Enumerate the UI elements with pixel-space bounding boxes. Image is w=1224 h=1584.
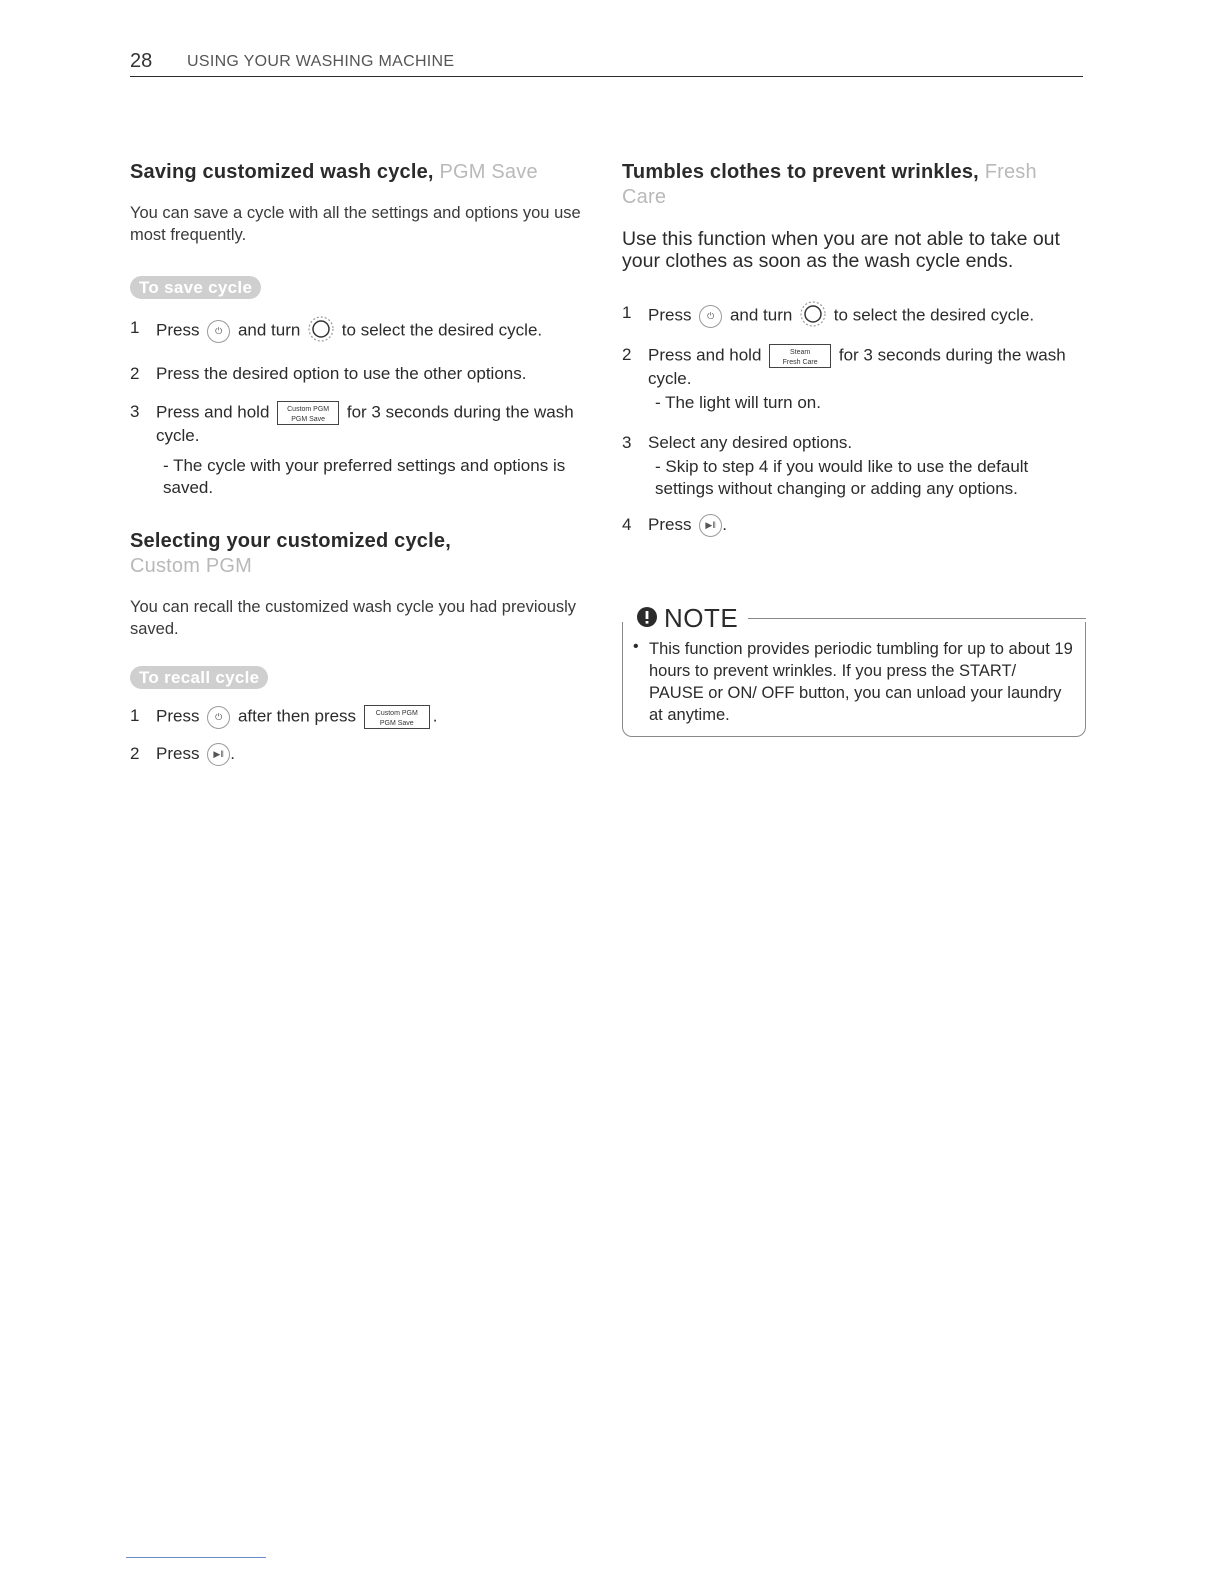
page-number: 28 <box>130 50 153 72</box>
start-pause-icon: ▶‖ <box>699 514 722 537</box>
list-item: 3 Select any desired options. - Skip to step 4 if you would like to use the default settings without changing or adding any options. <box>622 432 1087 500</box>
steam-fresh-care-key-icon: Steam Fresh Care <box>769 344 831 368</box>
page-header <box>130 48 1083 77</box>
step-subnote: - Skip to step 4 if you would like to use the default settings without changing or adding any options. <box>655 457 1029 498</box>
list-item: 2 Press ▶‖ . <box>130 743 595 766</box>
list-item: 2 Press the desired option to use the other options. <box>130 364 527 383</box>
section-heading-custom-pgm: Selecting your customized cycle, Custom PGM <box>130 530 451 577</box>
to-recall-cycle-label: To recall cycle <box>130 666 268 689</box>
list-item: 1 Press ⏻ and turn to select the desired cycle. <box>130 317 595 345</box>
custom-pgm-key-icon: Custom PGM PGM Save <box>364 705 430 729</box>
step-subnote: - The light will turn on. <box>655 393 821 412</box>
power-button-icon: ⏻ <box>699 305 722 328</box>
custom-pgm-key-icon: Custom PGM PGM Save <box>277 401 339 425</box>
to-save-cycle-label: To save cycle <box>130 276 261 299</box>
power-button-icon: ⏻ <box>207 320 230 343</box>
power-button-icon: ⏻ <box>207 706 230 729</box>
section-intro: You can save a cycle with all the settings and options you use most frequently. <box>130 204 581 244</box>
step-subnote: - The cycle with your preferred settings and options is saved. <box>163 456 566 497</box>
header-title: USING YOUR WASHING MACHINE <box>187 53 455 70</box>
note-text: This function provides periodic tumbling for up to about 19 hours to prevent wrinkles. If you press the START/ PAUSE or ON/ OFF button, you can unload your laundry at anytime. <box>649 640 1073 724</box>
heading-highlight: Fresh Care <box>622 161 1037 208</box>
start-pause-icon: ▶‖ <box>207 743 230 766</box>
cycle-dial-icon <box>307 315 335 343</box>
section-intro: Use this function when you are not able to take out your clothes as soon as the wash cycle ends. <box>622 228 1060 272</box>
left-column <box>130 160 595 766</box>
section-heading-pgm-save: Saving customized wash cycle, PGM Save <box>130 161 538 183</box>
footer-rule <box>126 1557 266 1558</box>
note-title: NOTE <box>664 603 739 633</box>
list-item: 1 Press ⏻ after then press Custom PGM PGM Save . <box>130 706 438 727</box>
heading-highlight: PGM Save <box>439 161 538 183</box>
list-item: 1 Press ⏻ and turn to select the desired cycle. <box>622 302 1087 330</box>
note-divider <box>748 618 1086 619</box>
section-intro: You can recall the customized wash cycle you had previously saved. <box>130 598 577 638</box>
note-header <box>622 603 1086 633</box>
section-heading-fresh-care: Tumbles clothes to prevent wrinkles, Fresh Care <box>622 161 1037 208</box>
note-box <box>622 603 1086 737</box>
bullet: • <box>633 638 639 655</box>
heading-highlight: Custom PGM <box>130 555 253 577</box>
note-body <box>633 638 1073 726</box>
info-icon <box>636 606 658 628</box>
list-item: 2 Press and hold Steam Fresh Care for 3 seconds during the wash cycle. - The light will turn on. <box>622 344 1087 414</box>
list-item: 3 Press and hold Custom PGM PGM Save for 3 seconds during the wash cycle. - The cycle with your preferred settings and options is saved. <box>130 401 595 499</box>
cycle-dial-icon <box>799 300 827 328</box>
list-item: 4 Press ▶‖ . <box>622 514 1087 537</box>
right-column <box>622 160 1087 537</box>
